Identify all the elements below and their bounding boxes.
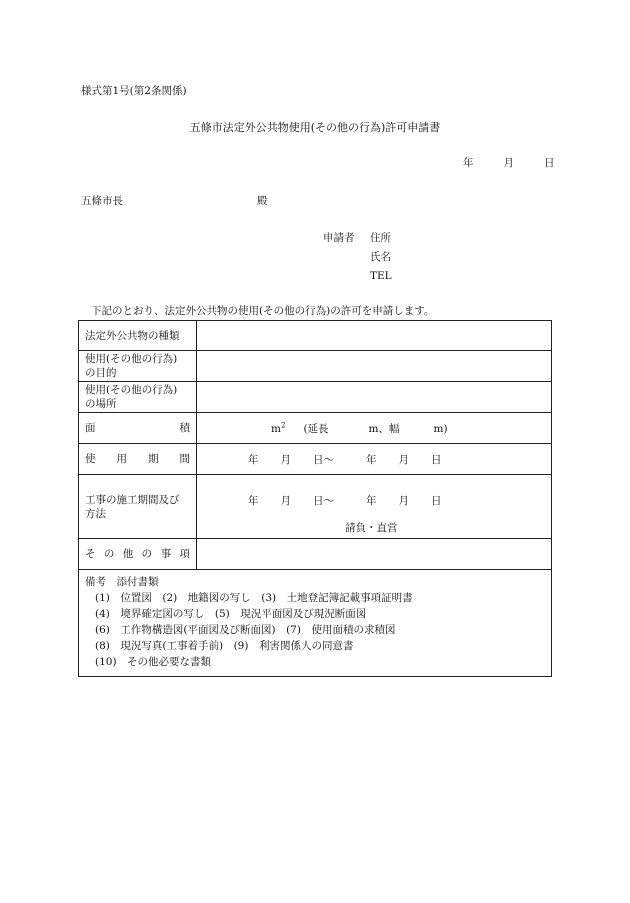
notes-line-2: (4) 境界確定図の写し (5) 現況平面図及び現況断面図 — [95, 608, 367, 620]
period-to-day: 日 — [431, 453, 442, 466]
area-label-a: 面 — [85, 422, 96, 434]
row-construction — [79, 475, 552, 539]
construction-label — [79, 475, 197, 539]
construction-from-month: 月 — [280, 495, 291, 507]
length-unit: m、幅 — [368, 422, 400, 435]
construction-to-month: 月 — [398, 495, 409, 507]
period-from-year: 年 — [248, 453, 259, 466]
area-unit-sup: 2 — [280, 421, 286, 429]
area-label-b: 積 — [179, 422, 190, 434]
purpose-label-line2: の目的 — [85, 367, 117, 379]
period-to-month: 月 — [398, 453, 409, 466]
purpose-label-line1: 使用(その他の行為) — [85, 353, 178, 365]
place-field[interactable] — [197, 382, 552, 413]
notes-line-5: (10) その他必要な書類 — [95, 656, 212, 668]
addressee-honorific: 殿 — [257, 195, 268, 207]
construction-from-day: 日〜 — [313, 495, 334, 507]
name-label: 氏名 — [370, 251, 391, 263]
other-label-char-1: そ — [85, 548, 96, 560]
notes-cell — [79, 570, 552, 677]
period-from-day: 日〜 — [313, 453, 334, 466]
width-unit: m) — [433, 422, 448, 435]
other-field[interactable] — [197, 539, 552, 570]
area-label — [79, 413, 197, 444]
date-day-label: 日 — [544, 157, 555, 169]
row-period — [79, 444, 552, 475]
construction-label-line1: 工事の施工期間及び — [85, 493, 180, 506]
application-table — [78, 320, 552, 677]
purpose-label — [79, 351, 197, 382]
type-label: 法定外公共物の種類 — [79, 321, 197, 351]
tel-label: TEL — [370, 270, 392, 282]
date-year-label: 年 — [463, 157, 474, 169]
period-label — [79, 444, 197, 475]
form-number: 様式第1号(第2条関係) — [81, 85, 187, 97]
period-label-char-2: 用 — [116, 453, 127, 465]
period-label-char-3: 期 — [148, 453, 159, 465]
purpose-field[interactable] — [197, 351, 552, 382]
intro-statement: 下記のとおり、法定外公共物の使用(その他の行為)の許可を申請します。 — [91, 305, 435, 317]
application-date — [463, 155, 555, 170]
applicant-block — [323, 229, 392, 286]
notes-line-3: (6) 工作物構造図(平面図及び断面図) (7) 使用面積の求積図 — [95, 624, 396, 636]
row-purpose — [79, 351, 552, 382]
construction-method: 請負・直営 — [345, 522, 398, 534]
place-label-line2: の場所 — [85, 398, 117, 410]
address-label: 住所 — [370, 232, 391, 244]
construction-to-year: 年 — [366, 495, 377, 507]
notes-heading: 備考 添付書類 — [85, 576, 159, 588]
notes-line-4: (8) 現況写真(工事着手前) (9) 利害関係人の同意書 — [95, 640, 354, 652]
other-label — [79, 539, 197, 570]
place-label — [79, 382, 197, 413]
area-unit-m2: m — [271, 422, 281, 435]
construction-field[interactable] — [197, 475, 552, 539]
row-area — [79, 413, 552, 444]
other-label-char-5: 事 — [160, 548, 172, 560]
other-label-char-2: の — [103, 548, 115, 560]
addressee — [81, 193, 268, 208]
other-label-char-4: の — [141, 548, 153, 560]
other-label-char-6: 項 — [179, 548, 190, 560]
applicant-role: 申請者 — [323, 232, 355, 244]
notes-line-1: (1) 位置図 (2) 地籍図の写し (3) 土地登記簿記載事項証明書 — [95, 592, 413, 604]
row-notes — [79, 570, 552, 677]
construction-from-year: 年 — [248, 495, 259, 507]
period-to-year: 年 — [366, 453, 377, 466]
row-place — [79, 382, 552, 413]
construction-to-day: 日 — [431, 495, 442, 507]
period-field[interactable] — [197, 444, 552, 475]
date-month-label: 月 — [503, 157, 514, 169]
period-from-month: 月 — [280, 453, 291, 466]
length-label: (延長 — [303, 422, 329, 435]
document-title: 五條市法定外公共物使用(その他の行為)許可申請書 — [189, 121, 441, 134]
row-type — [79, 321, 552, 351]
addressee-name: 五條市長 — [81, 195, 123, 207]
period-label-char-1: 使 — [85, 453, 96, 465]
construction-label-line2: 方法 — [85, 507, 106, 520]
period-label-char-4: 間 — [179, 453, 190, 465]
place-label-line1: 使用(その他の行為) — [85, 384, 178, 396]
type-field[interactable] — [197, 321, 552, 351]
row-other — [79, 539, 552, 570]
other-label-char-3: 他 — [122, 548, 134, 560]
area-field[interactable] — [197, 413, 552, 444]
